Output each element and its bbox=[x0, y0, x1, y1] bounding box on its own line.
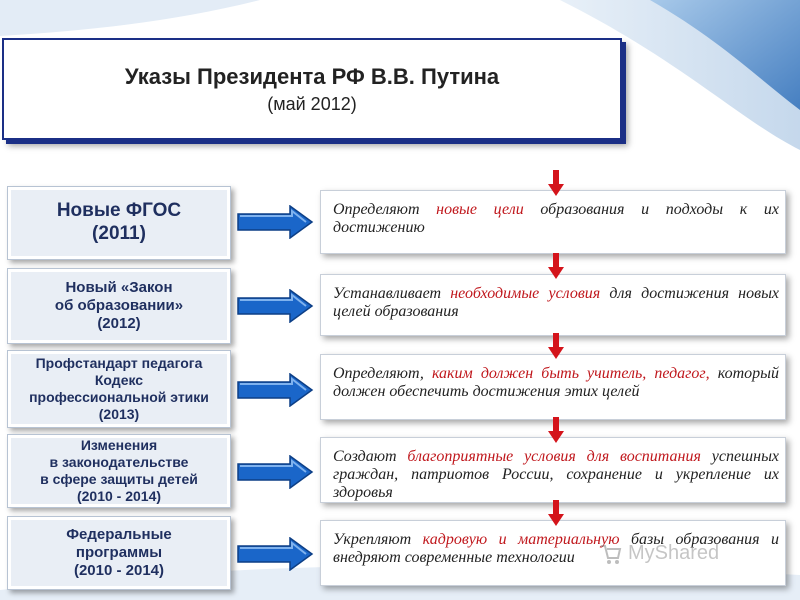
highlight-text: каким должен быть учитель, педагог, bbox=[431, 365, 710, 382]
title-box bbox=[2, 38, 622, 140]
watermark-text: MyShared bbox=[628, 542, 720, 564]
source-label: Новый «Закон об образовании» (2012) bbox=[54, 279, 184, 332]
outcome-text: образования и подходы к их достижению bbox=[333, 201, 780, 236]
source-label: Новые ФГОС (2011) bbox=[56, 200, 182, 244]
outcome-text: успешных граждан, патриотов России, сохранение и укрепление их здоровья bbox=[333, 448, 780, 501]
right-arrow-icon bbox=[236, 205, 314, 239]
down-arrow-icon bbox=[548, 333, 564, 359]
source-box-legislation bbox=[7, 434, 231, 508]
right-arrow-icon bbox=[236, 537, 314, 571]
highlight-text: новые цели bbox=[436, 201, 524, 218]
outcome-text: Определяют bbox=[333, 201, 437, 218]
outcome-text: Устанавливает bbox=[333, 285, 451, 302]
source-label: Изменения в законодательстве в сфере защиты детей (2010 - 2014) bbox=[40, 437, 198, 504]
watermark bbox=[600, 542, 719, 565]
down-arrow-icon bbox=[548, 170, 564, 196]
page-title: Указы Президента РФ В.В. Путина bbox=[124, 64, 500, 89]
outcome-text: базы образования и внедряют современные технологии bbox=[333, 531, 780, 566]
outcome-box bbox=[320, 190, 786, 254]
down-arrow-icon bbox=[548, 253, 564, 279]
right-arrow-icon bbox=[236, 289, 314, 323]
source-label: Федеральные программы (2010 - 2014) bbox=[66, 526, 172, 579]
right-arrow-icon bbox=[236, 373, 314, 407]
outcome-text: для достижения новых целей образования bbox=[333, 285, 780, 320]
highlight-text: необходимые условия bbox=[450, 285, 601, 302]
source-box-standard bbox=[7, 350, 231, 428]
outcome-text: Создают bbox=[333, 448, 408, 465]
outcome-box bbox=[320, 437, 786, 503]
source-label: Профстандарт педагога Кодекс профессиональной этики (2013) bbox=[29, 355, 209, 422]
source-box-law bbox=[7, 268, 231, 344]
page-subtitle: (май 2012) bbox=[267, 94, 357, 114]
source-box-fgos bbox=[7, 186, 231, 260]
highlight-text: кадровую и материальную bbox=[422, 531, 620, 548]
cart-icon bbox=[600, 543, 622, 565]
highlight-text: благоприятные условия для воспитания bbox=[407, 448, 701, 465]
outcome-box bbox=[320, 354, 786, 420]
right-arrow-icon bbox=[236, 455, 314, 489]
source-box-programs bbox=[7, 516, 231, 590]
down-arrow-icon bbox=[548, 500, 564, 526]
down-arrow-icon bbox=[548, 417, 564, 443]
outcome-text: Определяют, bbox=[333, 365, 432, 382]
outcome-text: который должен обеспечить достижения этих целей bbox=[333, 365, 779, 400]
outcome-text: Укрепляют bbox=[333, 531, 423, 548]
outcome-box bbox=[320, 274, 786, 336]
